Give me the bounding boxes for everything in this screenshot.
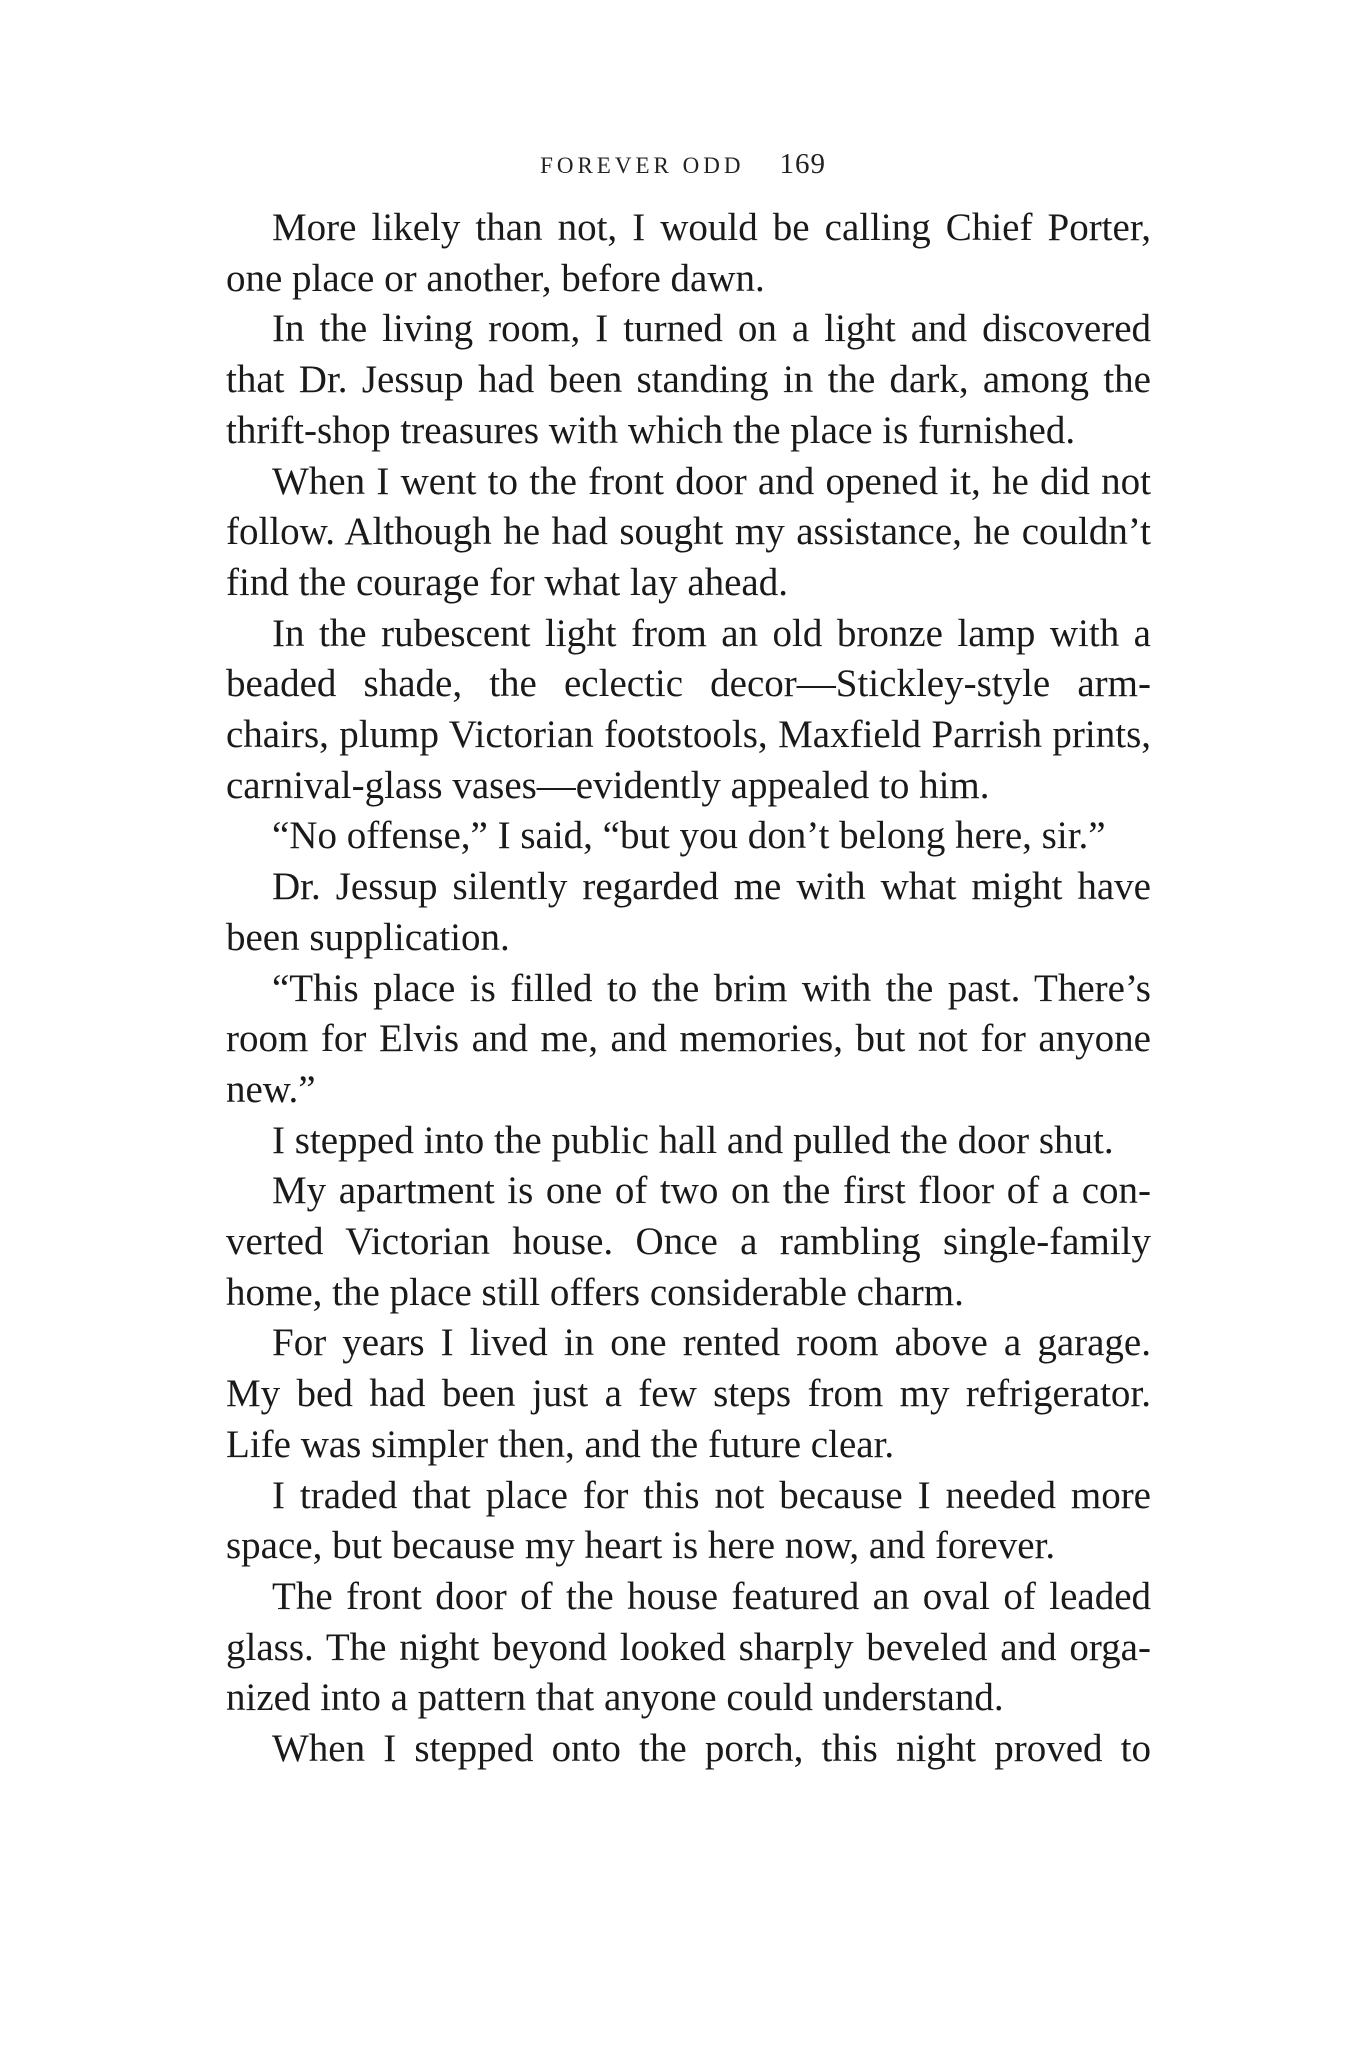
paragraph: In the living room, I turned on a light and discovered that Dr. Jessup had been standing in the dark, among the thrift-shop treasures with which the place is furnished. (226, 307, 1151, 452)
running-head (0, 144, 1366, 186)
paragraph: My apartment is one of two on the first floor of a converted Victorian house. Once a rambling single-family home, the place still offers considerable charm. (226, 1169, 1151, 1314)
running-head-title: FOREVER ODD (540, 153, 745, 178)
paragraph: For years I lived in one rented room above a garage. My bed had been just a few steps from my refrigerator. Life was simpler then, and the future clear. (226, 1321, 1151, 1466)
paragraph: I traded that place for this not because I needed more space, but because my heart is here now, and forever. (226, 1473, 1151, 1568)
paragraph: “This place is filled to the brim with the past. There’s room for Elvis and me, and memories, but not for anyone new.” (226, 966, 1151, 1111)
paragraph: Dr. Jessup silently regarded me with what might have been supplication. (226, 865, 1151, 959)
paragraph: In the rubescent light from an old bronze lamp with a beaded shade, the eclectic decor—Stickley-style armchairs, plump Victorian footstools, Maxfield Parrish prints, carnival-glass vases—evidently appealed to him. (226, 611, 1151, 807)
body-text (226, 203, 1151, 1775)
paragraph: I stepped into the public hall and pulled the door shut. (272, 1118, 1114, 1162)
paragraph: When I stepped onto the porch, this night proved to (272, 1727, 1151, 1771)
page-number: 169 (779, 148, 826, 180)
paragraph: “No offense,” I said, “but you don’t belong here, sir.” (272, 814, 1106, 858)
paragraph: When I went to the front door and opened it, he did not follow. Although he had sought my assistance, he couldn’t find the courage for what lay ahead. (226, 459, 1151, 604)
paragraph: More likely than not, I would be calling Chief Porter, one place or another, before dawn. (226, 206, 1151, 300)
paragraph: The front door of the house featured an oval of leaded glass. The night beyond looked sharply beveled and organized into a pattern that anyone could understand. (226, 1574, 1151, 1720)
